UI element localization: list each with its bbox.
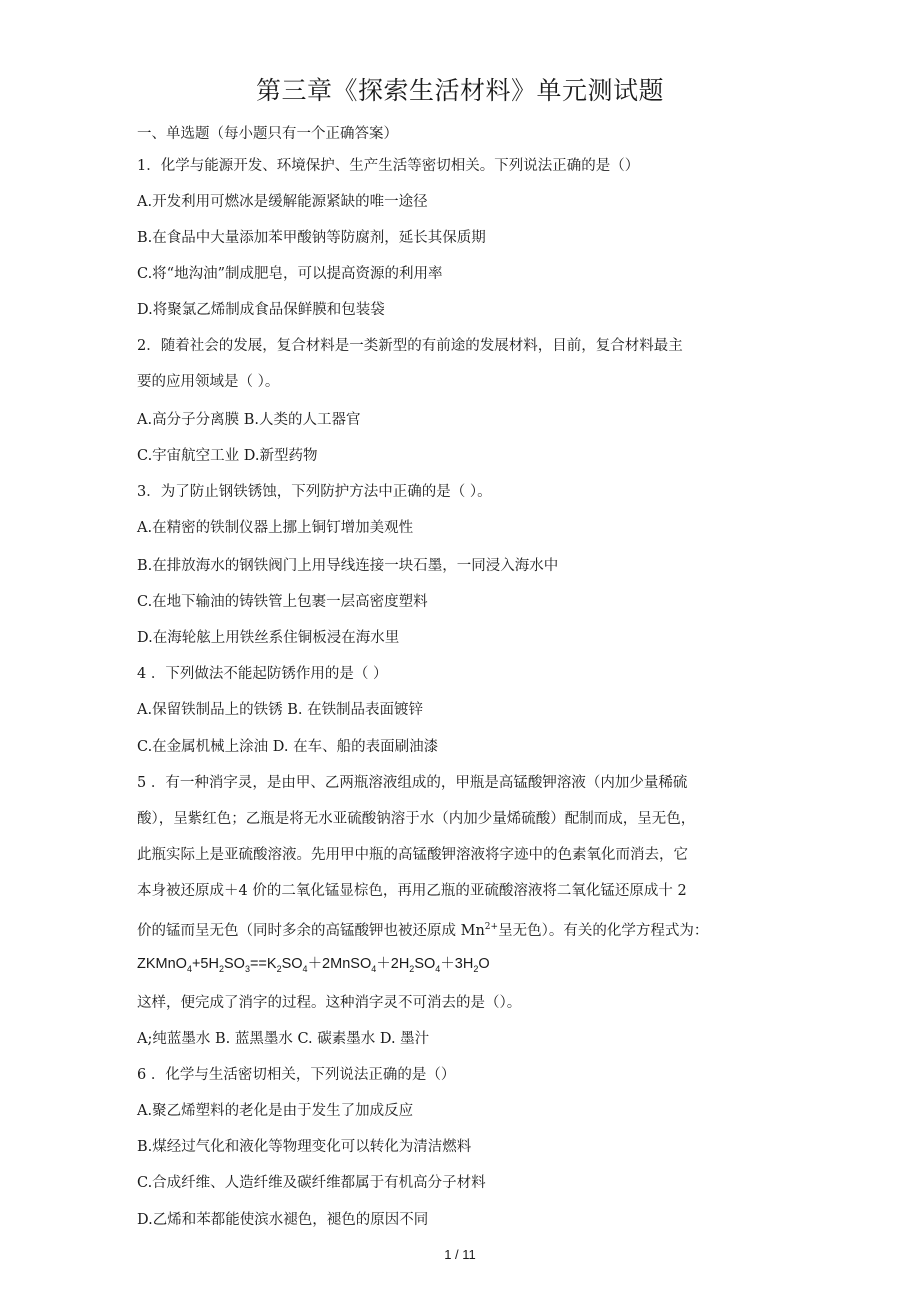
question-4-stem: 4 ．下列做法不能起防锈作用的是（ ）	[137, 666, 388, 682]
chemical-equation: $ZKMnO_4+5H_2SO_3==K_2SO_4+2MnSO_4+2H_2SO_4+3H_2O$	[137, 956, 490, 974]
question-5-line-4: 本身被还原成＋4 价的二氧化锰显棕色，再用乙瓶的亚硫酸溶液将二氧化锰还原成十 2	[137, 883, 687, 899]
question-5-options: A;纯蓝墨水 B. 蓝黑墨水 C. 碳素墨水 D. 墨汁	[137, 1031, 430, 1047]
page-number: 1 / 11	[444, 1247, 476, 1262]
question-1-option-a: A.开发利用可燃冰是缓解能源紧缺的唯一途径	[137, 194, 428, 210]
question-6-option-b: B.煤经过气化和液化等物理变化可以转化为清洁燃料	[137, 1139, 472, 1155]
question-5-line-5-text-before: 价的锰而呈无色（同时多余的高锰酸钾也被还原成 Mn	[137, 922, 485, 939]
question-5-line-1: 5 ．有一种消字灵，是由甲、乙两瓶溶液组成的，甲瓶是高锰酸钾溶液（内加少量稀硫	[137, 775, 688, 791]
question-5-line-5-text-after: 呈无色）。有关的化学方程式为：	[498, 922, 709, 939]
question-5-line-3: 此瓶实际上是亚硫酸溶液。先用甲中瓶的高锰酸钾溶液将字迹中的色素氧化而消去，它	[137, 847, 688, 863]
manganese-ion-charge: 2+	[484, 922, 499, 932]
question-3-option-d: D.在海轮舷上用铁丝系住铜板浸在海水里	[137, 630, 400, 646]
question-6-stem: 6 ．化学与生活密切相关，下列说法正确的是（）	[137, 1067, 456, 1083]
question-2-stem-line-2: 要的应用领域是（ ）。	[137, 374, 280, 390]
question-2-stem-line-1: 2．随着社会的发展，复合材料是一类新型的有前途的发展材料，目前，复合材料最主	[137, 338, 683, 354]
question-3-option-a: A.在精密的铁制仪器上挪上铜钉增加美观性	[137, 520, 414, 536]
document-title: 第三章《探索生活材料》单元测试题	[255, 76, 664, 105]
section-heading: 一、单选题（每小题只有一个正确答案）	[137, 126, 398, 142]
question-5-line-5	[137, 917, 708, 941]
question-4-options-cd: C.在金属机械上涂油 D. 在车、船的表面刷油漆	[137, 739, 439, 755]
question-5-line-2: 酸），呈紫红色；乙瓶是将无水亚硫酸钠溶于水（内加少量烯硫酸）配制而成，呈无色，	[137, 811, 696, 827]
question-1-stem: 1．化学与能源开发、环境保护、生产生活等密切相关。下列说法正确的是（）	[137, 158, 640, 174]
question-3-stem: 3．为了防止钢铁锈蚀，下列防护方法中正确的是（ ）。	[137, 484, 492, 500]
question-3-option-b: B.在排放海水的钢铁阀门上用导线连接一块石墨，一同浸入海水中	[137, 558, 559, 574]
question-6-option-d: D.乙烯和苯都能使滨水褪色，褪色的原因不同	[137, 1212, 429, 1228]
question-1-option-d: D.将聚氯乙烯制成食品保鲜膜和包装袋	[137, 302, 385, 318]
question-1-option-b: B.在食品中大量添加苯甲酸钠等防腐剂，延长其保质期	[137, 230, 486, 246]
question-5-line-6: 这样，便完成了消字的过程。这种消字灵不可消去的是（）。	[137, 995, 522, 1011]
question-1-option-c: C.将“地沟油”制成肥皂，可以提高资源的利用率	[137, 266, 443, 282]
question-2-options-cd: C.宇宙航空工业 D.新型药物	[137, 448, 318, 464]
question-2-options-ab: A.高分子分离膜 B.人类的人工器官	[137, 412, 361, 428]
question-3-option-c: C.在地下输油的铸铁管上包裹一层高密度塑料	[137, 594, 428, 610]
question-6-option-c: C.合成纤维、人造纤维及碳纤维都属于有机高分子材料	[137, 1175, 486, 1191]
question-6-option-a: A.聚乙烯塑料的老化是由于发生了加成反应	[137, 1103, 414, 1119]
question-4-options-ab: A.保留铁制品上的铁锈 B. 在铁制品表面镀锌	[137, 702, 424, 718]
